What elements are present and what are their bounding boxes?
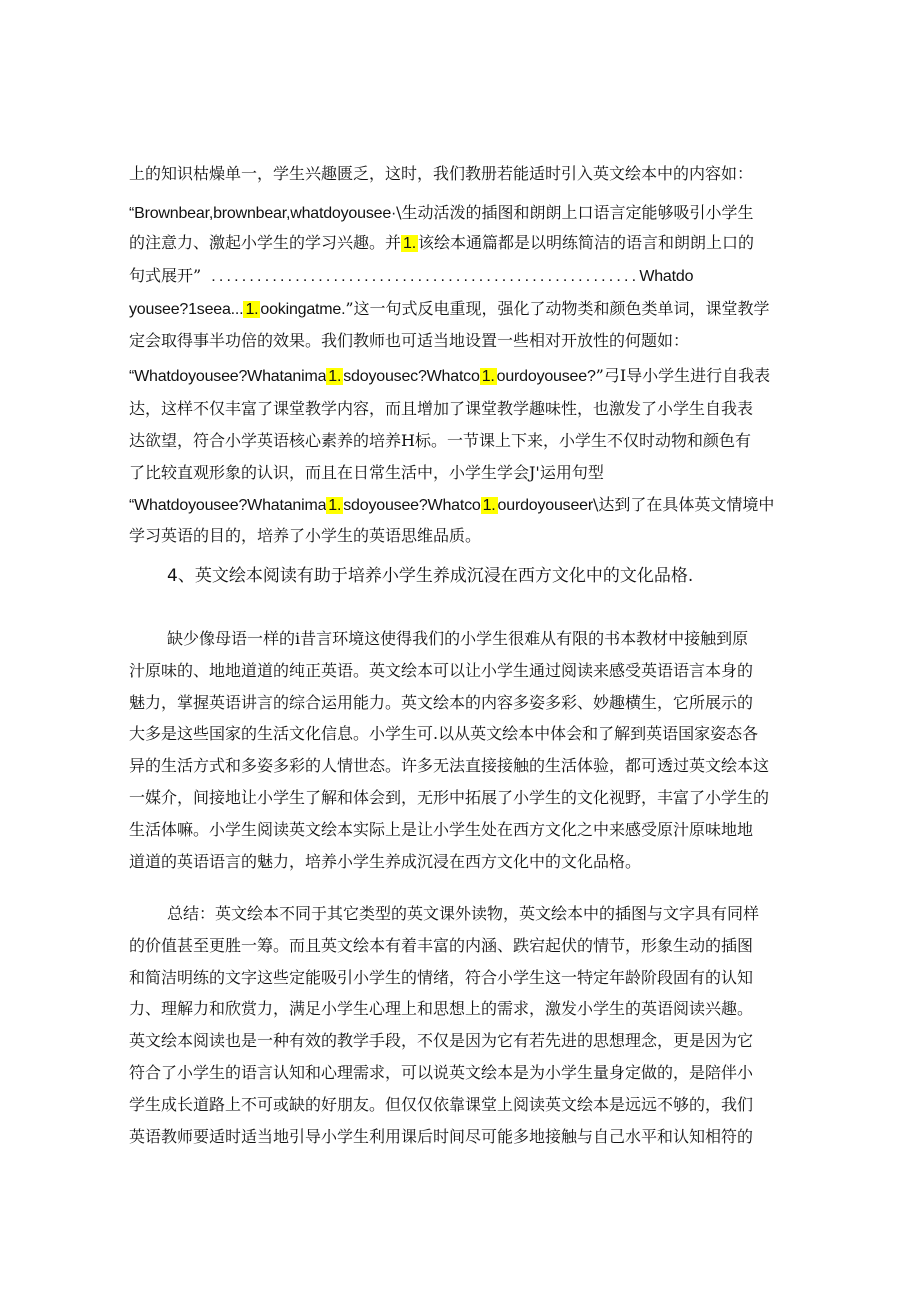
text-run: 了比较直观形象的认识，而且在日常生活中，小学生学会J'运用句型 — [129, 463, 604, 482]
text-line — [129, 463, 794, 483]
english-quote: ookingatme. — [260, 301, 346, 318]
text-line: 力、理解力和欣赏力，满足小学生心理上和思想上的需求，激发小学生的英语阅读兴趣。 — [129, 999, 754, 1018]
text-line: 的价值甚至更胜一筹。而且英文绘本有着丰富的内涵、跌宕起伏的情节，形象生动的插图 — [129, 936, 754, 955]
english-quote: ourdoyousee? — [496, 368, 596, 385]
text-line: 生活体嘛。小学生阅读英文绘本实际上是让小学生处在西方文化之中来感受原汁原味地地 — [129, 820, 754, 839]
english-quote: sdoyousee?Whatco — [343, 497, 481, 514]
text-line — [129, 266, 794, 287]
english-quote: sdoyousec?Whatco — [343, 368, 480, 385]
english-quote: yousee?1seea... — [129, 301, 244, 318]
text-line: 英语教师要适时适当地引导小学生利用课后时间尽可能多地接触与自己水平和认知相符的 — [129, 1127, 754, 1146]
text-run: 达欲望，符合小学英语核心素养的培养H标。一节课上下来，小学生不仅时动物和颜色有 — [129, 431, 751, 450]
text-line — [129, 495, 794, 516]
text-line: 英文绘本阅读也是一种有效的教学手段，不仅是因为它有若先进的思想理念，更是因为它 — [129, 1031, 754, 1050]
text-run: \达到了在具体英文情境中 — [593, 495, 775, 514]
text-line — [129, 164, 794, 184]
english-quote: Whatdo — [639, 268, 694, 285]
highlight-mark: 1. — [403, 235, 416, 252]
text-line: 大多是这些国家的生活文化信息。小学生可.以从英文绘本中体会和了解到英语国家姿态各 — [129, 724, 759, 743]
text-line — [129, 203, 794, 224]
highlight-mark: 1. — [245, 301, 259, 318]
text-run: 的注意力、激起小学生的学习兴趣。并 — [129, 233, 402, 252]
text-line: 总结：英文绘本不同于其它类型的英文课外读物，英文绘本中的插图与文字具有同样 — [167, 904, 760, 923]
text-line: 符合了小学生的语言认知和心理需求，可以说英文绘本是为小学生量身定做的，是陪伴小 — [129, 1063, 754, 1082]
text-run: 学习英语的目的，培养了小学生的英语思维品质。 — [129, 526, 482, 545]
english-quote: “Whatdoyousee?Whatanima — [129, 497, 327, 514]
text-run: 上的知识枯燥单一，学生兴趣匮乏，这时，我们教册若能适时引入英文绘本中的内容如： — [129, 164, 754, 183]
english-quote: “Whatdoyousee?Whatanima — [129, 368, 327, 385]
text-run: ”这一句式反电重现，强化了动物类和颜色类单词，课堂教学 — [345, 299, 770, 318]
text-line — [129, 299, 794, 320]
text-run: 该绘本通篇都是以明练简洁的语言和朗朗上口的 — [417, 233, 754, 252]
text-line: 一媒介，间接地让小学生了解和体会到，无形中拓展了小学生的文化视野，丰富了小学生的 — [129, 788, 770, 807]
highlight-mark: 1. — [328, 497, 342, 514]
text-run: 句式展开” — [129, 266, 202, 285]
text-line — [129, 526, 794, 546]
text-run: \生动活泼的插图和朗朗上口语言定能够吸引小学生 — [396, 203, 754, 222]
text-line — [129, 366, 794, 387]
highlight-mark: 1. — [328, 368, 342, 385]
text-line: 汁原味的、地地道道的纯正英语。英文绘本可以让小学生通过阅读来感受英语语言本身的 — [129, 661, 754, 680]
text-run: 定会取得事半功倍的效果。我们教师也可适当地设置一些相对开放性的何题如： — [129, 331, 690, 350]
highlight-mark: 1. — [482, 497, 496, 514]
text-line — [129, 233, 794, 254]
english-quote: ourdoyouseer — [497, 497, 593, 514]
text-line: 道道的英语语言的魅力，培养小学生养成沉浸在西方文化中的文化品格。 — [129, 852, 642, 871]
text-run: 达，这样不仅丰富了课堂教学内容，而且增加了课堂教学趣味性，也激发了小学生自我表 — [129, 399, 754, 418]
dot-leader: ........................................................ — [211, 268, 640, 285]
text-line: 缺少像母语一样的i昔言环境这使得我们的小学生很难从有限的书本教材中接触到原 — [167, 629, 749, 648]
highlight-mark: 1. — [481, 368, 495, 385]
section-heading: 4、英文绘本阅读有助于培养小学生养成沉浸在西方文化中的文化品格. — [167, 566, 694, 586]
text-line: 和简洁明练的文字这些定能吸引小学生的情绪，符合小学生这一特定年龄阶段固有的认知 — [129, 968, 754, 987]
text-line — [129, 431, 794, 451]
text-line: 异的生活方式和多姿多彩的人情世态。许多无法直接接触的生活体验，都可透过英文绘本这 — [129, 756, 770, 775]
text-line: 学生成长道路上不可或缺的好朋友。但仅仅依靠课堂上阅读英文绘本是远远不够的，我们 — [129, 1095, 754, 1114]
text-line — [129, 331, 794, 351]
text-run: ”弓I导小学生进行自我表 — [595, 366, 771, 385]
english-quote: “Brownbear,brownbear,whatdoyousee· — [129, 205, 397, 222]
text-line — [129, 399, 794, 419]
text-line: 魅力，掌握英语讲言的综合运用能力。英文绘本的内容多姿多彩、妙趣横生，它所展示的 — [129, 693, 754, 712]
